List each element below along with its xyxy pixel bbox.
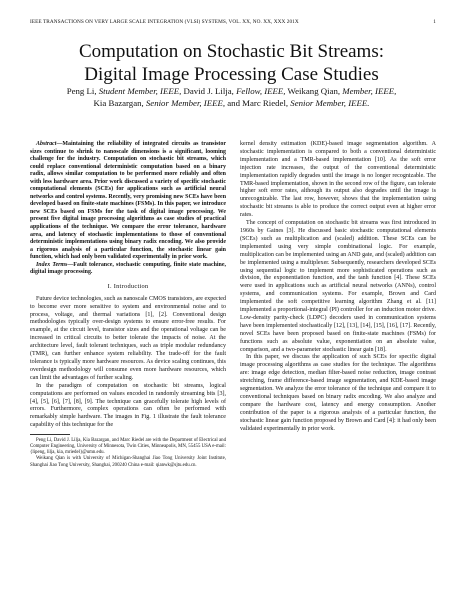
footnote-affiliation: Peng Li, David J. Lilja, Kia Bazargan, and Marc Riedel are with the Department of Electrical and Computer Engineering, University of Minnesota, Twin Cities, Minneapolis, MN, 55455 USA e-mail: {lipeng, lilja, kia, mriedel}@umn.edu. xyxy=(30,438,226,456)
author-role: Fellow, IEEE, xyxy=(236,86,286,96)
author-role: Senior Member, IEEE, xyxy=(145,97,226,108)
author-line-2 xyxy=(0,98,463,110)
index-terms xyxy=(30,262,226,277)
author-name: and Marc Riedel, xyxy=(227,97,289,108)
paragraph: In the paradigm of computation on stochastic bit streams, logical computations are performed on values encoded in randomly streaming bits [3], [4], [5], [6], [7], [8], [9]. The technique can gracefully tolerate high levels of errors. Furthermore, complex operations can often be performed with remarkably simple hardware. The images in Fig. 1 illustrate the fault tolerance capability of this technique for the xyxy=(30,382,226,429)
author-name: Kia Bazargan, xyxy=(93,97,144,108)
author-name: Peng Li, xyxy=(66,86,97,96)
section-heading: I. Introduction xyxy=(107,282,149,290)
right-column xyxy=(240,141,436,434)
author-role: Senior Member, IEEE. xyxy=(290,97,370,108)
journal-header: IEEE TRANSACTIONS ON VERY LARGE SCALE INTEGRATION (VLSI) SYSTEMS, VOL. XX, NO. XX, XXX 201X xyxy=(30,19,299,25)
index-terms-label: Index Terms xyxy=(36,261,68,268)
paragraph: kernel density estimation (KDE)-based image segmentation algorithm. A stochastic implementation is compared to both a conventional deterministic implementation and a TMR-based implementation [10]. As the soft error injection rate increases, the output of the conventional deterministic implementation rapidly degrades until the image is no longer recognizable. The TMR-based implementation, shown in the second row of the figure, can tolerate higher soft error rates, although its output also degrades until the image is unrecognizable. The last row, however, shows that the implementation using stochastic bit streams is able to produce the correct output even at higher error rates. xyxy=(240,141,436,219)
abstract-label: Abstract xyxy=(36,141,57,147)
paragraph: Future device technologies, such as nanoscale CMOS transistors, are expected to become ever more sensitive to system and environmental noise and to process, voltage, and thermal variations [1], [2]. Conventional design methodologies typically over-design systems to ensure error-free results. For example, at the circuit level, transistor sizes and the operational voltage can be increased in critical circuits to better tolerate the impacts of noise. At the architecture level, fault tolerant techniques, such as triple modular redundancy (TMR), can further enhance system reliability. The trade-off for the fault tolerance is typically more hardware resources. As device scaling continues, this overdesign methodology will consume even more hardware resources, which can limit the advantages of further scaling. xyxy=(30,295,226,381)
footnote-affiliation: Weikang Qian is with University of Michigan-Shanghai Jiao Tong University Joint Institute, Shanghai Jiao Tong University, Shanghai, 200240 China e-mail: qianwk@sjtu.edu.cn. xyxy=(30,456,226,468)
page-number: 1 xyxy=(433,19,436,25)
paragraph: In this paper, we discuss the application of such SCEs for specific digital image processing algorithms as case studies for the technique. The algorithms are: image edge detection, median filter-based noise reduction, image contrast stretching, frame difference-based image segmentation, and KDE-based image segmentation. We analyze the error tolerance of the technique and compare it to conventional techniques based on binary radix encoding. We also analyze and compare the hardware cost, latency and energy consumption. Another contribution of the paper is a rigorous analysis of a particular function, the stochastic linear gain function proposed by Brown and Card [4]: it had only been validated experimentally in prior work. xyxy=(240,354,436,432)
author-list xyxy=(0,86,463,109)
left-column xyxy=(30,141,226,469)
abstract-text: —Maintaining the reliability of integrated circuits as transistor sizes continue to shrink to nanoscale dimensions is a significant, looming challenge for the industry. Computation on stochastic bit streams, which could replace conventional deterministic computation based on a binary radix, allows similar computation to be performed more reliably and often with less hardware area. Prior work discussed a variety of specific stochastic computational elements (SCEs) for applications such as artificial neural networks and control systems. Recently, very promising new SCEs have been developed based on finite-state machines (FSMs). In this paper, we introduce new SCEs based on FSMs for the task of digital image processing. We present five digital image processing algorithms as case studies of practical applications of the technique. We compare the error tolerance, hardware area, and latency of stochastic implementations to those of conventional deterministic implementations using binary radix encoding. We also provide a rigorous analysis of a particular function, the stochastic linear gain function, which had only been validated experimentally in prior work. xyxy=(30,141,226,261)
author-name: David J. Lilja, xyxy=(183,86,234,96)
paragraph: The concept of computation on stochastic bit streams was first introduced in 1960s by Gaines [3]. He discussed basic stochastic computational elements (SCEs) such as multiplication and (scaled) addition. These SCEs can be implemented using very simple combinational logic. For example, multiplication can be implemented using an AND gate, and (scaled) addition can be implemented using a multiplexer. Subsequently, researchers developed SCEs using sequential logic to implement more sophisticated operations such as division, the exponentiation function, and the tanh function [4]. These SCEs were used in applications such as artificial neural networks (ANNs), control systems, and communication systems. For example, Brown and Card implemented the soft competitive learning algorithm Zhang et al. [11] implemented a proportional-integral (PI) controller for an induction motor drive. Low-density parity-check (LDPC) decoders used in communication systems have been implemented stochastically [12], [13], [14], [15], [16], [17]. Recently, novel SCEs have been proposed based on finite-state machines (FSMs) for functions such as absolute value, exponentiation on an absolute value, comparison, and a two-parameter stochastic linear gain [18]. xyxy=(240,220,436,353)
footnote-divider xyxy=(30,434,70,435)
title-line-1: Computation on Stochastic Bit Streams: xyxy=(78,41,385,62)
title-line-2: Digital Image Processing Case Studies xyxy=(84,64,379,85)
author-line-1 xyxy=(0,86,463,98)
author-name: Weikang Qian, xyxy=(287,86,341,96)
author-role: Student Member, IEEE, xyxy=(98,86,182,96)
index-terms-text: —Fault tolerance, stochastic computing, finite state machine, digital image processing. xyxy=(30,261,226,276)
abstract xyxy=(30,141,226,262)
running-head xyxy=(30,19,436,27)
author-role: Member, IEEE, xyxy=(342,86,397,96)
paper-title xyxy=(0,40,463,86)
